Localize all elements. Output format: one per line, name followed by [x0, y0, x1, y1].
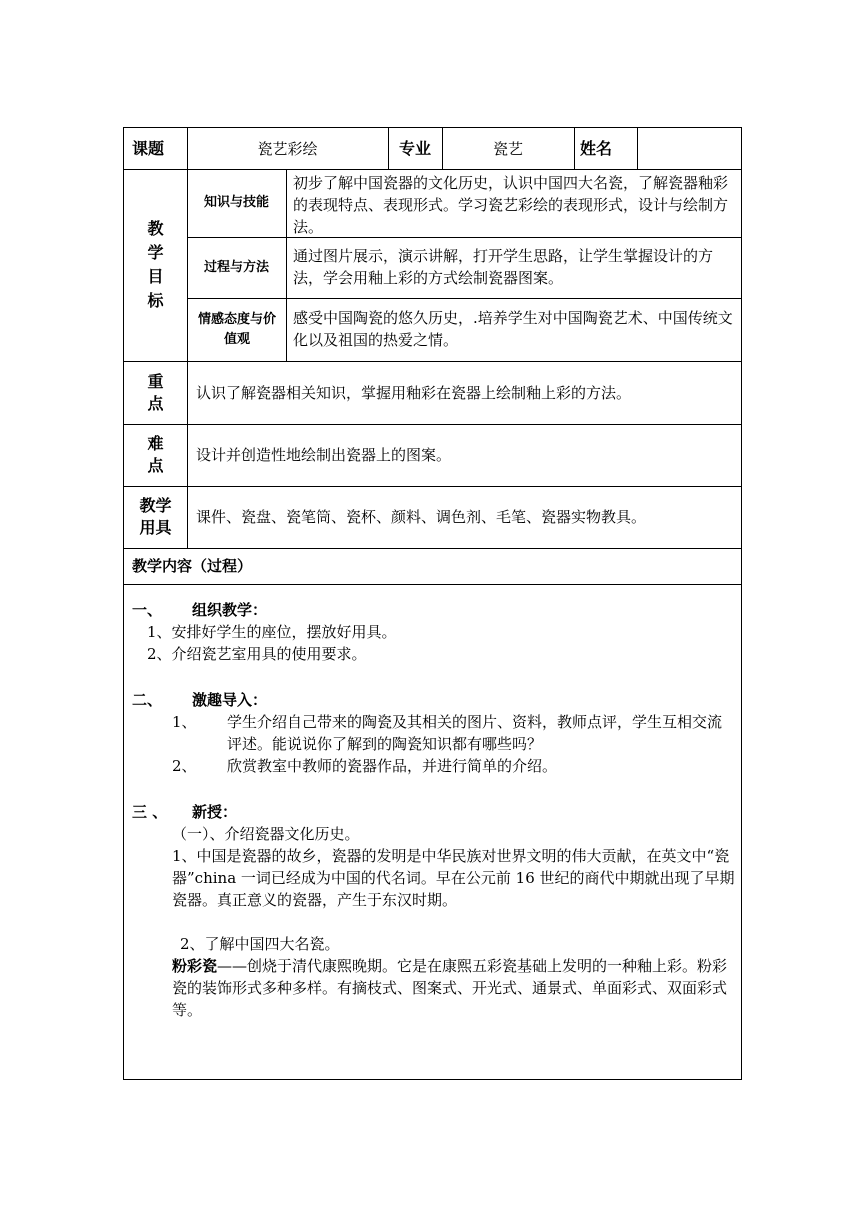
section1-number: 一、	[132, 601, 163, 619]
tools-label: 教学 用具	[139, 496, 172, 537]
section2-number: 二、	[132, 691, 163, 709]
objective-label-knowledge: 知识与技能	[203, 195, 269, 210]
major-label: 专业	[398, 138, 431, 158]
content-heading: 教学内容（过程）	[132, 557, 253, 575]
objective-text-attitude: 感受中国陶瓷的悠久历史，.培养学生对中国陶瓷艺术、中国传统文化以及祖国的热爱之情。	[293, 309, 733, 349]
objective-text-knowledge: 初步了解中国瓷器的文化历史，认识中国四大名瓷，了解瓷器釉彩的表现特点、表现形式。学习瓷艺彩绘的表现形式，设计与绘制方法。	[293, 174, 729, 236]
name-value	[637, 128, 741, 169]
major-value: 瓷艺	[492, 139, 523, 158]
section2-item-number: 1、	[172, 713, 197, 731]
section2-title: 激趣导入：	[192, 691, 268, 709]
term-famille-rose: 粉彩瓷	[172, 957, 218, 975]
key-points-label: 重 点	[147, 371, 164, 413]
objective-text-process: 通过图片展示，演示讲解，打开学生思路，让学生掌握设计的方法，学会用釉上彩的方式绘制瓷器图案。	[293, 247, 714, 287]
section2-item-number: 2、	[172, 757, 197, 775]
section3-subheading: 2、了解中国四大名瓷。	[180, 935, 340, 953]
key-points-text: 认识了解瓷器相关知识，掌握用釉彩在瓷器上绘制釉上彩的方法。	[196, 383, 632, 402]
term-description: ——创烧于清代康熙晚期。它是在康熙五彩瓷基础上发明的一种釉上彩。粉彩瓷的装饰形式多种多样。有摘枝式、图案式、开光式、通景式、单面彩式、双面彩式等。	[172, 957, 728, 1019]
col-divider	[286, 169, 287, 361]
col-divider	[574, 128, 575, 169]
tools-text: 课件、瓷盘、瓷笔筒、瓷杯、颜料、调色剂、毛笔、瓷器实物教具。	[196, 508, 647, 526]
section1-item: 1、安排好学生的座位，摆放好用具。	[147, 623, 397, 641]
section3-title: 新授：	[192, 803, 238, 821]
section2-item-text: 欣赏教室中教师的瓷器作品，并进行简单的介绍。	[227, 757, 558, 775]
objectives-label: 教 学 目 标	[147, 219, 164, 310]
objective-label-attitude: 情感态度与价值观	[197, 311, 276, 347]
section1-item: 2、介绍瓷艺室用具的使用要求。	[147, 645, 367, 663]
difficulties-label: 难 点	[147, 434, 164, 475]
name-label: 姓名	[580, 138, 613, 158]
section3-paragraph: 1、中国是瓷器的故乡，瓷器的发明是中华民族对世界文明的伟大贡献，在英文中“瓷器”china 一词已经成为中国的代名词。早在公元前 16 世纪的商代中期就出现了早期瓷器。真正意义的瓷器，产生于东汉时期。	[172, 847, 735, 909]
difficulties-text: 设计并创造性地绘制出瓷器上的图案。	[196, 446, 452, 464]
objective-label-process: 过程与方法	[203, 259, 269, 275]
lesson-plan-table	[123, 127, 742, 1080]
section1-title: 组织教学：	[192, 601, 268, 619]
section3-number: 三 、	[132, 803, 168, 821]
course-label: 课题	[132, 138, 165, 158]
row-divider	[124, 584, 741, 585]
course-value: 瓷艺彩绘	[257, 139, 318, 158]
section2-item-text: 学生介绍自己带来的陶瓷及其相关的图片、资料，教师点评，学生互相交流评述。能说说你了解到的陶瓷知识都有哪些吗？	[227, 713, 723, 753]
section3-subheading: （一）、介绍瓷器文化历史。	[172, 825, 360, 843]
section3-paragraph	[172, 955, 737, 1021]
